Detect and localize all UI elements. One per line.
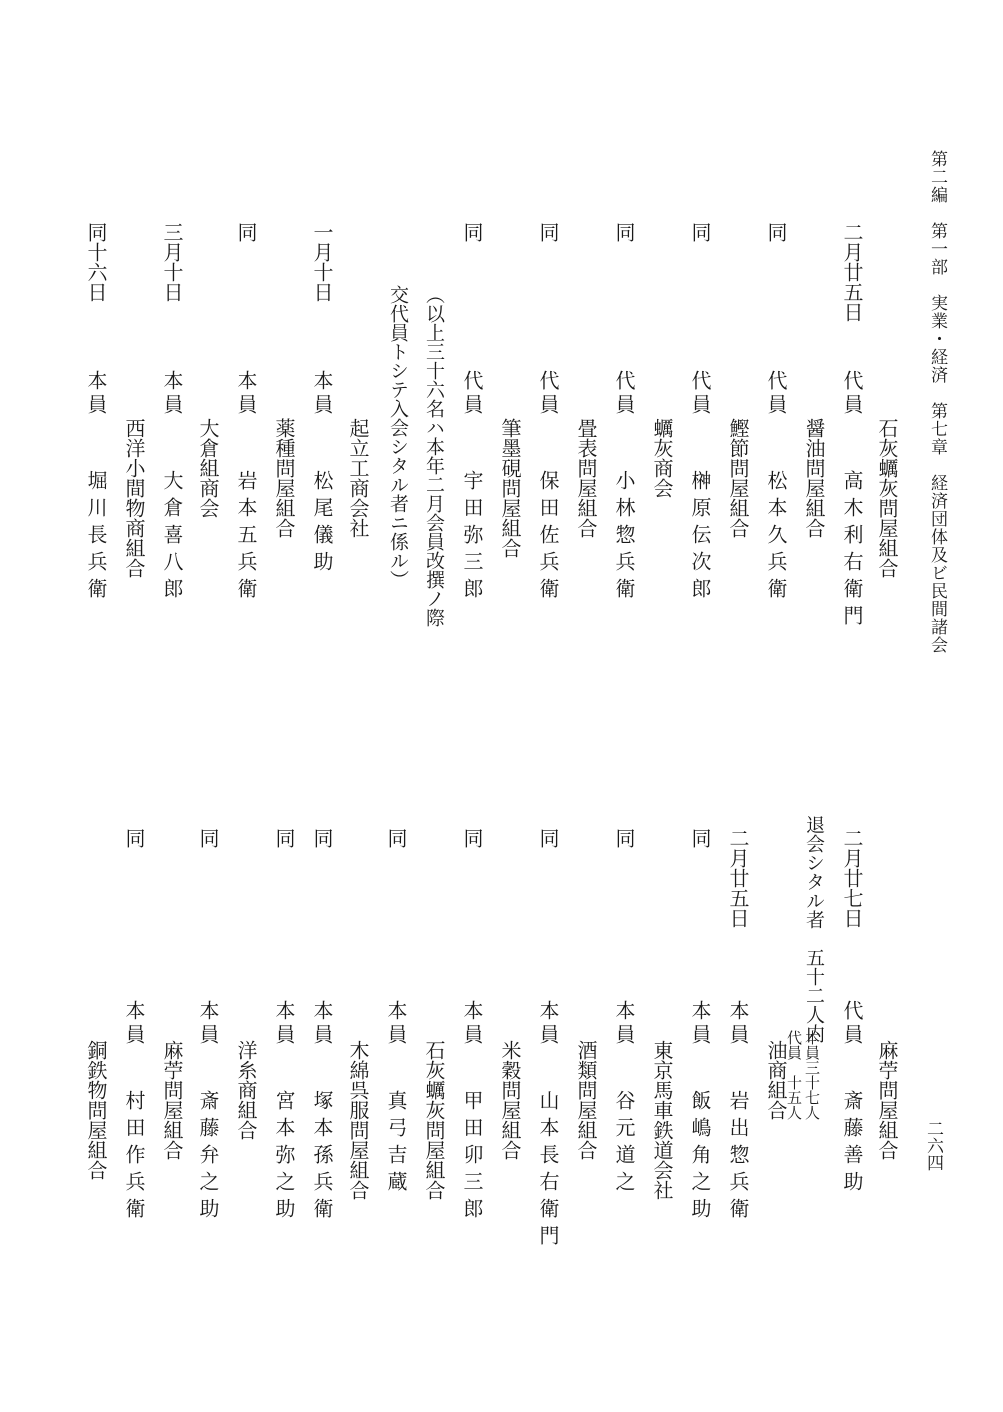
lower-role-entry: 本員 <box>310 1000 334 1048</box>
lower-org-entry: 麻苧問屋組合 <box>875 1040 899 1160</box>
upper-date-entry: 一月十日 <box>310 222 334 302</box>
lower-date-entry: 同 <box>122 828 146 848</box>
lower-name-entry: 山本長右衛門 <box>536 1090 560 1252</box>
lower-date-entry: 同 <box>688 828 712 848</box>
upper-role-entry: 代員 <box>612 370 636 418</box>
upper-org-entry: 蠣灰商会 <box>650 418 674 498</box>
lower-org-entry: 銅鉄物問屋組合 <box>84 1040 108 1180</box>
upper-role-entry: 代員 <box>536 370 560 418</box>
upper-name-entry: 堀川長兵衛 <box>84 470 108 605</box>
upper-org-entry: 石灰蠣灰問屋組合 <box>875 418 899 578</box>
lower-date-entry: 同 <box>310 828 334 848</box>
upper-role-entry: 本員 <box>234 370 258 418</box>
lower-org-entry: 石灰蠣灰問屋組合 <box>422 1040 446 1200</box>
upper-role-entry: 本員 <box>310 370 334 418</box>
withdrawal-proxy-count: 代員 十五人 <box>785 1030 803 1120</box>
lower-name-entry: 谷元道之 <box>612 1090 636 1198</box>
lower-date-entry: 同 <box>460 828 484 848</box>
lower-org-entry: 麻苧問屋組合 <box>160 1040 184 1160</box>
upper-org-entry: 醤油問屋組合 <box>802 418 826 538</box>
lower-role-entry: 本員 <box>536 1000 560 1048</box>
lower-date-entry: 同 <box>196 828 220 848</box>
lower-org-entry: 米穀問屋組合 <box>498 1040 522 1160</box>
lower-name-entry: 塚本孫兵衛 <box>310 1090 334 1225</box>
lower-date-entry: 同 <box>612 828 636 848</box>
lower-role-entry: 本員 <box>688 1000 712 1048</box>
upper-role-entry: 代員 <box>688 370 712 418</box>
lower-date-entry: 同 <box>536 828 560 848</box>
upper-role-entry: 代員 <box>460 370 484 418</box>
lower-org-entry: 酒類問屋組合 <box>574 1040 598 1160</box>
upper-name-entry: 大倉喜八郎 <box>160 470 184 605</box>
lower-role-entry: 本員 <box>196 1000 220 1048</box>
lower-role-entry: 本員 <box>460 1000 484 1048</box>
upper-name-entry: 岩本五兵衛 <box>234 470 258 605</box>
lower-name-entry: 宮本弥之助 <box>272 1090 296 1225</box>
upper-org-entry: 大倉組商会 <box>196 418 220 518</box>
upper-name-entry: 松本久兵衛 <box>764 470 788 605</box>
upper-date-entry: 同 <box>536 222 560 242</box>
upper-org-entry: 鰹節問屋組合 <box>726 418 750 538</box>
upper-name-entry: 高木利右衛門 <box>840 470 864 632</box>
lower-date-entry: 同 <box>384 828 408 848</box>
upper-date-entry: 同 <box>764 222 788 242</box>
upper-org-entry: 畳表問屋組合 <box>574 418 598 538</box>
lower-name-entry: 斎藤弁之助 <box>196 1090 220 1225</box>
upper-role-entry: 本員 <box>84 370 108 418</box>
upper-date-entry: 同十六日 <box>84 222 108 302</box>
lower-name-entry: 甲田卯三郎 <box>460 1090 484 1225</box>
upper-date-entry: 同 <box>460 222 484 242</box>
lower-org-entry: 東京馬車鉄道会社 <box>650 1040 674 1200</box>
upper-role-entry: 代員 <box>840 370 864 418</box>
lower-date-entry: 二月廿七日 <box>840 828 864 928</box>
withdrawal-breakdown <box>786 1030 819 1120</box>
upper-name-entry: 宇田弥三郎 <box>460 470 484 605</box>
upper-date-entry: 三月十日 <box>160 222 184 302</box>
upper-date-entry: 同 <box>234 222 258 242</box>
upper-name-entry: 保田佐兵衛 <box>536 470 560 605</box>
upper-org-entry: 薬種問屋組合 <box>272 418 296 538</box>
lower-role-entry: 本員 <box>122 1000 146 1048</box>
lower-name-entry: 岩出惣兵衛 <box>726 1090 750 1225</box>
page-number: 二六四 <box>923 1120 943 1171</box>
upper-org-entry: 起立工商会社 <box>346 418 370 538</box>
withdrawal-main-count: 本員三十七人 <box>803 1030 821 1120</box>
upper-date-entry: 同 <box>688 222 712 242</box>
lower-date-entry: 同 <box>272 828 296 848</box>
lower-role-entry: 本員 <box>726 1000 750 1048</box>
lower-org-entry: 洋糸商組合 <box>234 1040 258 1140</box>
lower-name-entry: 斎藤善助 <box>840 1090 864 1198</box>
lower-name-entry: 村田作兵衛 <box>122 1090 146 1225</box>
running-title: 第二編 第一部 実業・経済 第七章 経済団体及ビ民間諸会 <box>927 150 947 654</box>
lower-role-entry: 代員 <box>840 1000 864 1048</box>
lower-role-entry: 本員 <box>612 1000 636 1048</box>
upper-role-entry: 本員 <box>160 370 184 418</box>
upper-name-entry: 松尾儀助 <box>310 470 334 578</box>
lower-name-entry: 真弓吉蔵 <box>384 1090 408 1198</box>
upper-date-entry: 同 <box>612 222 636 242</box>
lower-role-entry: 本員 <box>384 1000 408 1048</box>
lower-org-entry: 木綿呉服問屋組合 <box>346 1040 370 1200</box>
upper-date-entry: 二月廿五日 <box>840 222 864 322</box>
lower-role-entry: 本員 <box>272 1000 296 1048</box>
lower-date-entry: 二月廿五日 <box>726 828 750 928</box>
upper-role-entry: 代員 <box>764 370 788 418</box>
lower-note-entry: 退会シタル者 五十二人内 <box>803 815 825 1043</box>
upper-org-entry: 筆墨硯問屋組合 <box>498 418 522 558</box>
lower-org-entry: 油商組合 <box>764 1040 788 1120</box>
upper-org-entry: 西洋小間物商組合 <box>122 418 146 578</box>
upper-note-entry: 交代員トシテ入会シタル者ニ係ル） <box>387 285 409 589</box>
upper-note-entry: （以上三十六名ハ本年二月会員改撰ノ際 <box>423 285 445 627</box>
upper-name-entry: 榊原伝次郎 <box>688 470 712 605</box>
lower-name-entry: 飯嶋角之助 <box>688 1090 712 1225</box>
upper-name-entry: 小林惣兵衛 <box>612 470 636 605</box>
